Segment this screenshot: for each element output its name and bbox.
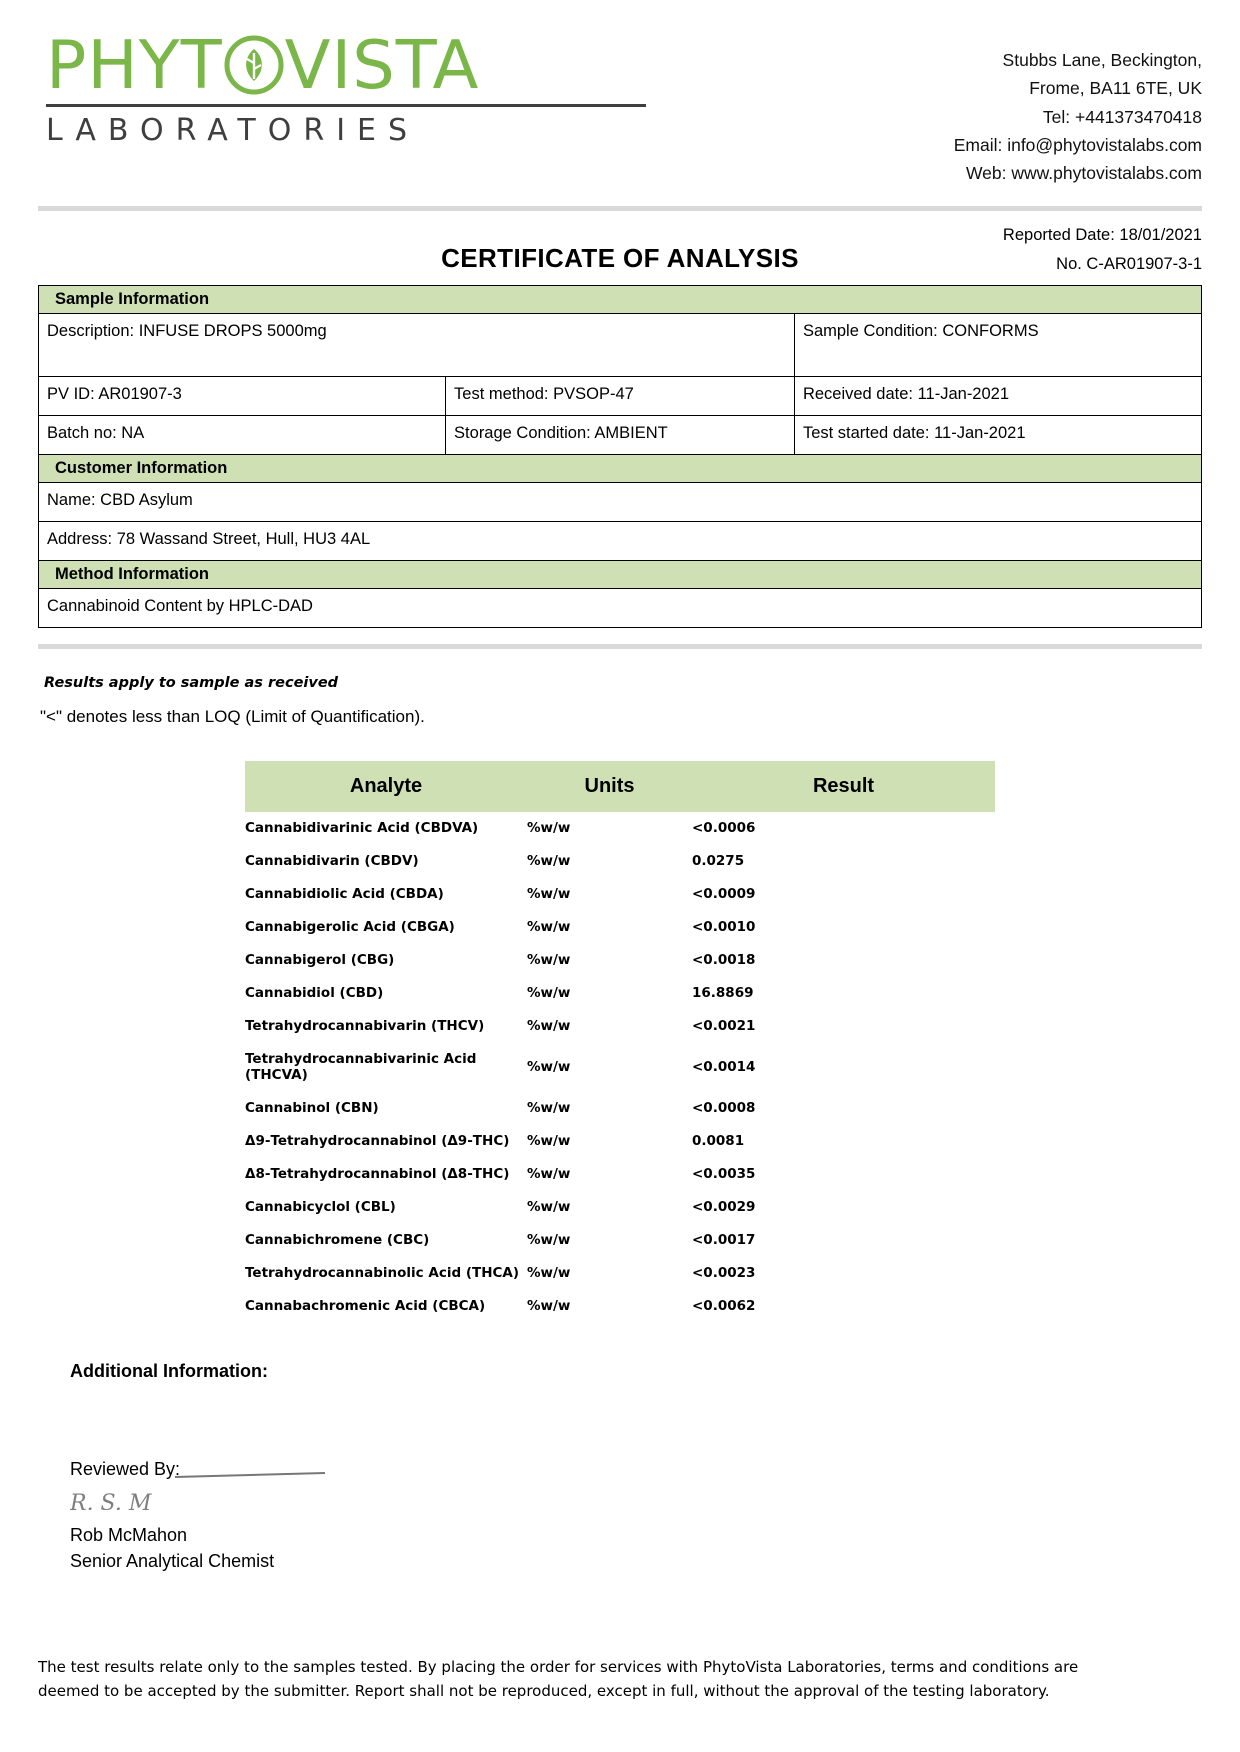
analyte-result: <0.0008: [692, 1100, 756, 1117]
document-footer: [38, 1655, 1202, 1705]
signer-role: Senior Analytical Chemist: [70, 1550, 275, 1571]
footer-line-1: The test results relate only to the samples tested. By placing the order for services with PhytoVista Laboratories, terms and conditions are: [38, 1657, 1079, 1676]
analyte-name: Δ9-Tetrahydrocannabinol (Δ9-THC): [245, 1133, 510, 1150]
analyte-result: 16.8869: [692, 985, 754, 1002]
analyte-units: %w/w: [527, 1133, 571, 1150]
table-row: [245, 878, 995, 911]
information-table: [38, 285, 1202, 628]
report-meta: [1003, 221, 1202, 279]
analyte-result: <0.0021: [692, 1018, 756, 1035]
customer-information-band: Customer Information: [39, 454, 1202, 482]
analyte-name: Cannabidiol (CBD): [245, 985, 384, 1002]
analyte-units: %w/w: [527, 1059, 571, 1076]
customer-information-band-row: [39, 454, 1202, 482]
analyte-units: %w/w: [527, 820, 571, 837]
leaf-icon: [224, 35, 284, 95]
company-logo: [38, 26, 666, 149]
results-table: [245, 761, 995, 1323]
analyte-units: %w/w: [527, 1298, 571, 1315]
reported-date: Reported Date: 18/01/2021: [1002, 225, 1202, 244]
page-title: CERTIFICATE OF ANALYSIS: [441, 242, 799, 273]
table-row: [39, 376, 1202, 415]
analyte-result: 0.0081: [692, 1133, 745, 1150]
analyte-result: <0.0023: [692, 1265, 756, 1282]
table-row: [245, 1290, 995, 1323]
signature-image: [70, 1482, 390, 1522]
table-row: [245, 1257, 995, 1290]
analyte-result: <0.0035: [692, 1166, 756, 1183]
analyte-units: %w/w: [527, 952, 571, 969]
additional-information-label: Additional Information:: [70, 1360, 268, 1381]
table-row: [39, 415, 1202, 454]
analyte-name: Cannabicyclol (CBL): [245, 1199, 396, 1216]
loq-note: "<" denotes less than LOQ (Limit of Quantification).: [40, 706, 425, 726]
analyte-name: Tetrahydrocannabinolic Acid (THCA): [245, 1265, 520, 1282]
batch-no: Batch no: NA: [39, 415, 446, 454]
analyte-name: Cannabigerol (CBG): [245, 952, 395, 969]
table-row: [245, 1043, 995, 1092]
sample-information-band-row: [39, 285, 1202, 313]
table-row: [245, 845, 995, 878]
sample-description: Description: INFUSE DROPS 5000mg: [39, 313, 795, 376]
analyte-result: <0.0010: [692, 919, 756, 936]
analyte-result: 0.0275: [692, 853, 745, 870]
analyte-units: %w/w: [527, 1166, 571, 1183]
sample-condition: Sample Condition: CONFORMS: [794, 313, 1201, 376]
title-row: [38, 221, 1202, 285]
analyte-units: %w/w: [527, 853, 571, 870]
analyte-name: Cannabachromenic Acid (CBCA): [245, 1298, 486, 1315]
table-row: [245, 1125, 995, 1158]
results-body: [245, 812, 995, 1323]
address-line-2: Frome, BA11 6TE, UK: [1029, 78, 1202, 99]
analyte-name: Cannabidiolic Acid (CBDA): [245, 886, 444, 903]
table-row: [39, 482, 1202, 521]
analyte-name: Cannabidivarinic Acid (CBDVA): [245, 820, 479, 837]
footer-line-2: deemed to be accepted by the submitter. Report shall not be reproduced, except in full, without the approval of the testing laboratory.: [38, 1682, 1050, 1701]
analyte-name: Cannabinol (CBN): [245, 1100, 379, 1117]
table-row: [245, 812, 995, 845]
signature-mark: R. S. M: [70, 1490, 152, 1510]
analyte-result: <0.0006: [692, 820, 756, 837]
table-row: [245, 1092, 995, 1125]
analyte-result: <0.0018: [692, 952, 756, 969]
analyte-name: Cannabichromene (CBC): [245, 1232, 430, 1249]
pv-id: PV ID: AR01907-3: [39, 376, 446, 415]
document-header: [38, 26, 1202, 188]
analyte-result: <0.0017: [692, 1232, 756, 1249]
logo-text-right: VISTA: [284, 26, 480, 104]
method-information-band-row: [39, 560, 1202, 588]
company-address: [954, 30, 1202, 188]
method-description: Cannabinoid Content by HPLC-DAD: [39, 588, 1202, 627]
method-information-band: Method Information: [39, 560, 1202, 588]
analyte-units: %w/w: [527, 1199, 571, 1216]
analyte-units: %w/w: [527, 919, 571, 936]
table-row: [245, 977, 995, 1010]
table-row: [39, 588, 1202, 627]
column-header-units: Units: [527, 761, 692, 812]
logo-divider: [46, 104, 646, 107]
results-section: [38, 761, 1202, 1323]
sample-information-band: Sample Information: [39, 285, 1202, 313]
analyte-name: Tetrahydrocannabivarin (THCV): [245, 1018, 485, 1035]
section-divider: [38, 644, 1202, 649]
storage-condition: Storage Condition: AMBIENT: [446, 415, 795, 454]
report-number: No. C-AR01907-3-1: [1056, 254, 1202, 273]
analyte-units: %w/w: [527, 886, 571, 903]
table-row: [39, 521, 1202, 560]
logo-subtitle: LABORATORIES: [46, 113, 420, 149]
column-header-analyte: Analyte: [245, 761, 527, 812]
table-row: [245, 1010, 995, 1043]
header-divider: [38, 206, 1202, 211]
address-email: Email: info@phytovistalabs.com: [953, 135, 1202, 156]
analyte-name: Cannabidivarin (CBDV): [245, 853, 419, 870]
received-date: Received date: 11-Jan-2021: [794, 376, 1201, 415]
customer-address: Address: 78 Wassand Street, Hull, HU3 4AL: [39, 521, 1202, 560]
analyte-result: <0.0014: [692, 1059, 756, 1076]
analyte-units: %w/w: [527, 1265, 571, 1282]
test-started-date: Test started date: 11-Jan-2021: [794, 415, 1201, 454]
address-phone: Tel: +441373470418: [1042, 106, 1202, 127]
analyte-result: <0.0062: [692, 1298, 756, 1315]
address-line-1: Stubbs Lane, Beckington,: [1002, 50, 1202, 70]
results-header-row: [245, 761, 995, 812]
analyte-units: %w/w: [527, 985, 571, 1002]
table-row: [245, 911, 995, 944]
table-row: [39, 313, 1202, 376]
logo-wordmark: [46, 26, 666, 104]
table-row: [245, 944, 995, 977]
table-row: [245, 1191, 995, 1224]
table-row: [245, 1158, 995, 1191]
analyte-name: Tetrahydrocannabivarinic Acid (THCVA): [245, 1051, 477, 1084]
analyte-units: %w/w: [527, 1100, 571, 1117]
logo-text-left: PHYT: [46, 26, 223, 104]
column-header-result: Result: [692, 761, 995, 812]
analyte-result: <0.0009: [692, 886, 756, 903]
signature-block: [70, 1456, 1202, 1574]
signer-name: Rob McMahon: [70, 1524, 188, 1545]
address-web: Web: www.phytovistalabs.com: [965, 163, 1202, 184]
results-note: Results apply to sample as received: [44, 674, 339, 691]
analyte-name: Δ8-Tetrahydrocannabinol (Δ8-THC): [245, 1166, 510, 1183]
analyte-units: %w/w: [527, 1232, 571, 1249]
customer-name: Name: CBD Asylum: [39, 482, 1202, 521]
reviewed-by-label: Reviewed By:: [70, 1458, 181, 1479]
test-method: Test method: PVSOP-47: [446, 376, 795, 415]
table-row: [245, 1224, 995, 1257]
analyte-result: <0.0029: [692, 1199, 756, 1216]
analyte-units: %w/w: [527, 1018, 571, 1035]
analyte-name: Cannabigerolic Acid (CBGA): [245, 919, 455, 936]
